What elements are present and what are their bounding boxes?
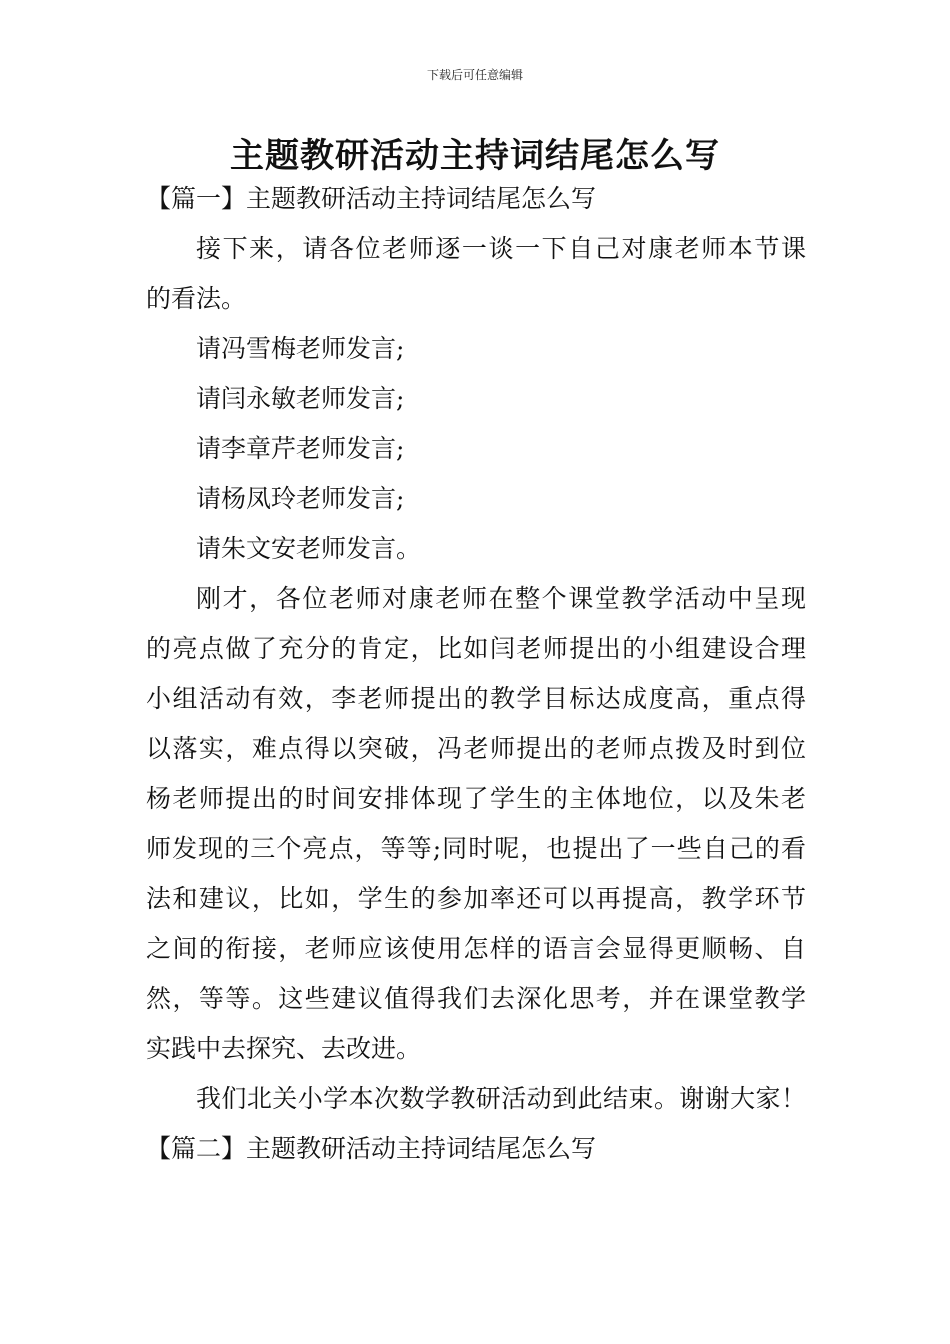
section-heading-1: 【篇一】主题教研活动主持词结尾怎么写 [146, 184, 597, 213]
paragraph-line: 法和建议，比如，学生的参加率还可以再提高，教学环节 [146, 884, 806, 913]
document-body [146, 180, 806, 1180]
paragraph-line: 师发现的三个亮点，等等;同时呢，也提出了一些自己的看 [146, 834, 806, 863]
speaker-line: 请李章芹老师发言; [196, 434, 405, 463]
paragraph-line: 接下来，请各位老师逐一谈一下自己对康老师本节课 [196, 234, 806, 263]
paragraph-line: 然，等等。这些建议值得我们去深化思考，并在课堂教学 [146, 984, 806, 1013]
paragraph-line: 以落实，难点得以突破，冯老师提出的老师点拨及时到位 [146, 734, 806, 763]
paragraph-line: 小组活动有效，李老师提出的教学目标达成度高，重点得 [146, 684, 806, 713]
section-heading-2: 【篇二】主题教研活动主持词结尾怎么写 [146, 1134, 597, 1163]
paragraph-line: 的亮点做了充分的肯定，比如闫老师提出的小组建设合理 [146, 634, 806, 663]
document-title: 主题教研活动主持词结尾怎么写 [230, 136, 720, 176]
paragraph-line: 杨老师提出的时间安排体现了学生的主体地位，以及朱老 [146, 784, 806, 813]
speaker-line: 请朱文安老师发言。 [196, 534, 422, 563]
speaker-line: 请闫永敏老师发言; [196, 384, 405, 413]
closing-line: 我们北关小学本次数学教研活动到此结束。谢谢大家！ [196, 1084, 806, 1113]
paragraph-line: 刚才，各位老师对康老师在整个课堂教学活动中呈现 [196, 584, 806, 613]
paragraph-line: 的看法。 [146, 284, 247, 313]
paragraph-line: 之间的衔接，老师应该使用怎样的语言会显得更顺畅、自 [146, 934, 806, 963]
speaker-line: 请冯雪梅老师发言; [196, 334, 405, 363]
page-header-note: 下载后可任意编辑 [426, 68, 523, 82]
paragraph-line: 实践中去探究、去改进。 [146, 1034, 422, 1063]
speaker-line: 请杨凤玲老师发言; [196, 484, 405, 513]
